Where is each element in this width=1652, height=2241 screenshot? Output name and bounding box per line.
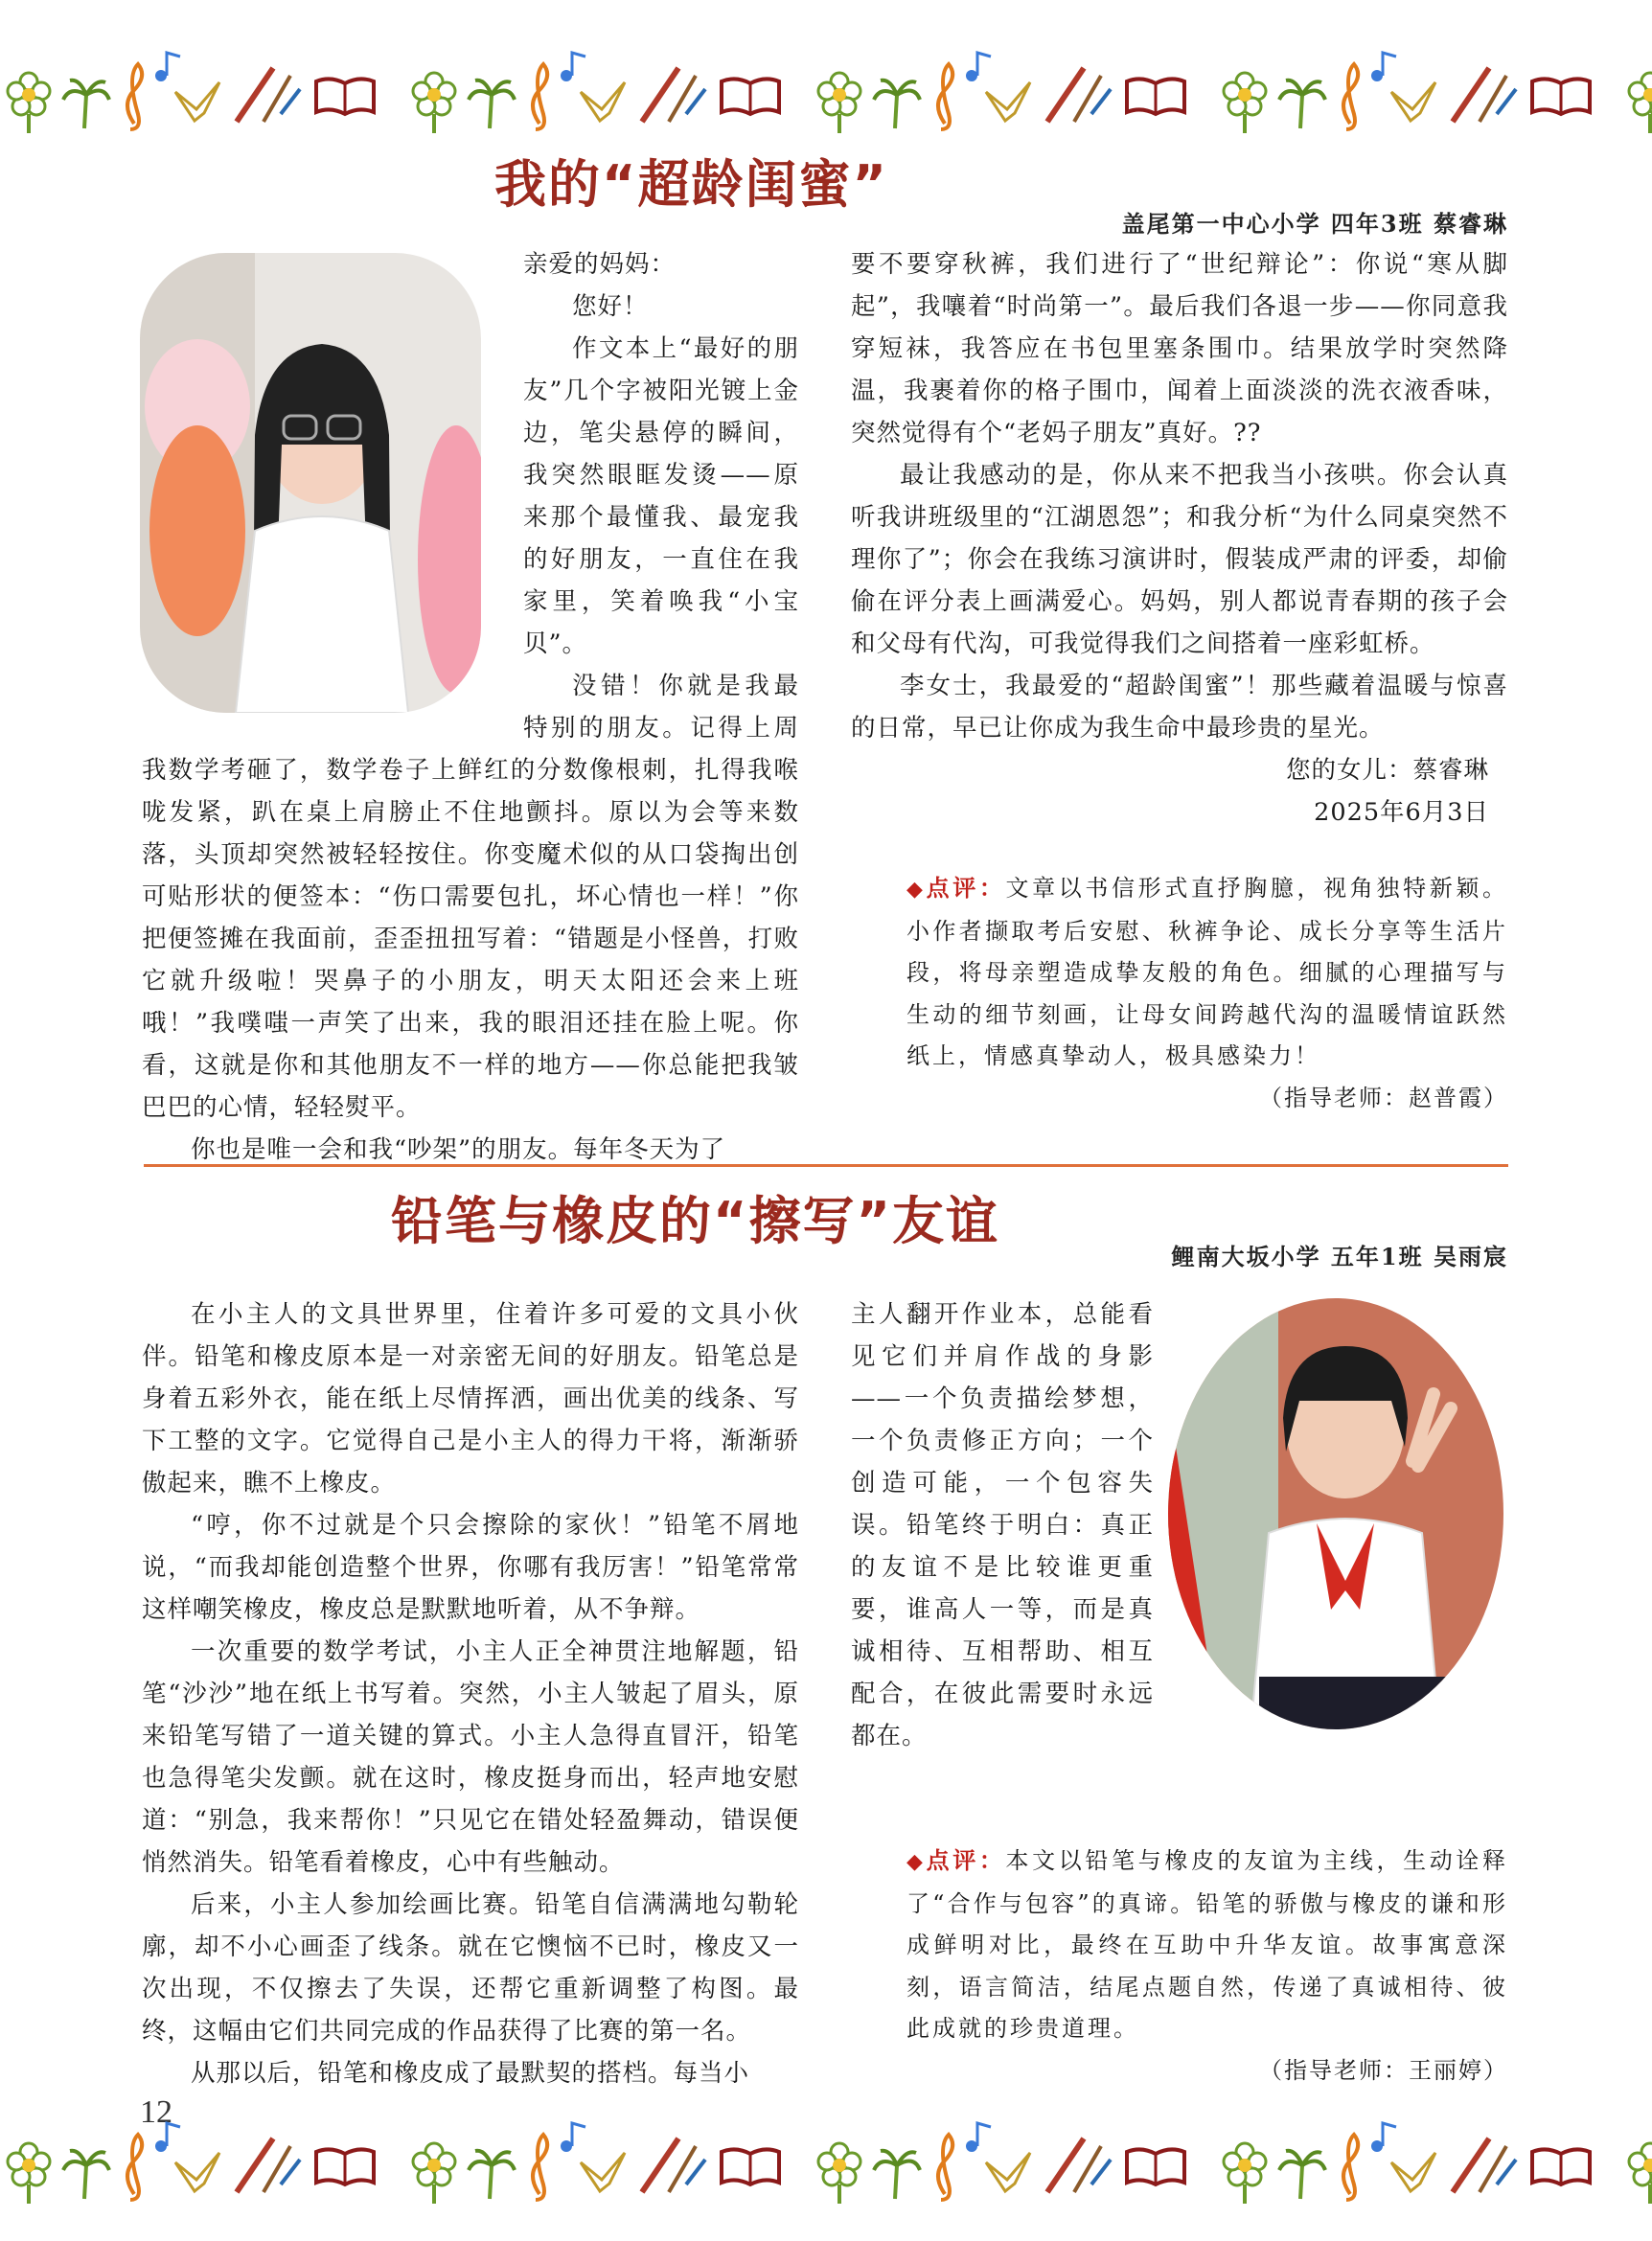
- article1-title: 我的“超龄闺蜜”: [494, 154, 888, 215]
- comment-text: 本文以铅笔与橡皮的友谊为主线，生动诠释了“合作与包容”的真谛。铅笔的骄傲与橡皮的谦和形成鲜明对比，最终在互助中升华友谊。故事寓意深刻，语言简洁，结尾点题自然，传递了真诚相待、彼此成就的珍贵道理。: [906, 1847, 1509, 2042]
- article1-left-column: [142, 243, 799, 1164]
- article1-comment: [906, 867, 1508, 1119]
- section-divider: [144, 1164, 1508, 1167]
- paragraph: 后来，小主人参加绘画比赛。铅笔自信满满地勾勒轮廓，却不小心画歪了线条。就在它懊恼不已时，橡皮又一次出现，不仅擦去了失误，还帮它重新调整了构图。最终，这幅由它们共同完成的作品获得了比赛的第一名。: [142, 1890, 799, 2046]
- paragraph: 你也是唯一会和我“吵架”的朋友。每年冬天为了: [191, 1135, 726, 1164]
- article2-comment: [906, 1840, 1508, 2092]
- page-number: 12: [140, 2094, 172, 2130]
- diamond-icon: ◆: [906, 1850, 927, 1874]
- paragraph: 作文本上“最好的朋友”几个字被阳光镀上金边，笔尖悬停的瞬间，我突然眼眶发烫——原来那个最懂我、最宠我的好朋友，一直住在我家里，笑着唤我“小宝贝”。: [523, 334, 799, 658]
- paragraph: 没错！你就是我最特别的朋友。记得上周我数学考砸了，数学卷子上鲜红的分数像根刺，扎得我喉咙发紧，趴在桌上肩膀止不住地颤抖。原以为会等来数落，头顶却突然被轻轻按住。你变魔术似的从口袋掏出创可贴形状的便签本：“伤口需要包扎，坏心情也一样！”你把便签摊在我面前，歪歪扭扭写着：“错题是小怪兽，打败它就升级啦！哭鼻子的小朋友，明天太阳还会来上班哦！”我噗嗤一声笑了出来，我的眼泪还挂在脸上呢。你看，这就是你和其他朋友不一样的地方——你总能把我皱巴巴的心情，轻轻熨平。: [142, 672, 799, 1122]
- paragraph: “哼，你不过就是个只会擦除的家伙！”铅笔不屑地说，“而我却能创造整个世界，你哪有我厉害！”铅笔常常这样嘲笑橡皮，橡皮总是默默地听着，从不争辩。: [142, 1511, 799, 1624]
- diamond-icon: ◆: [906, 878, 927, 902]
- paragraph: 主人翻开作业本，总能看见它们并肩作战的身影——一个负责描绘梦想，一个负责修正方向；一个创造可能，一个包容失误。铅笔终于明白：真正的友谊不是比较谁更重要，谁高人一等，而是真诚相待、互相帮助、相互配合，在彼此需要时永远都在。: [851, 1300, 1154, 1750]
- paragraph: 在小主人的文具世界里，住着许多可爱的文具小伙伴。铅笔和橡皮原本是一对亲密无间的好朋友。铅笔总是身着五彩外衣，能在纸上尽情挥洒，画出优美的线条、写下工整的文字。它觉得自己是小主人的得力干将，渐渐骄傲起来，瞧不上橡皮。: [142, 1300, 799, 1498]
- paragraph: 最让我感动的是，你从来不把我当小孩哄。你会认真听我讲班级里的“江湖恩怨”；和我分析“为什么同桌突然不理你了”；你会在我练习演讲时，假装成严肃的评委，却偷偷在评分表上画满爱心。妈妈，别人都说青春期的孩子会和父母有代沟，可我觉得我们之间搭着一座彩虹桥。: [851, 461, 1508, 658]
- article1-byline: 盖尾第一中心小学 四年3班 蔡睿琳: [1121, 210, 1508, 238]
- paragraph: 要不要穿秋裤，我们进行了“世纪辩论”：你说“寒从脚起”，我嚷着“时尚第一”。最后我们各退一步——你同意我穿短袜，我答应在书包里塞条围巾。结果放学时突然降温，我裹着你的格子围巾，闻着上面淡淡的洗衣液香味，突然觉得有个“老妈子朋友”真好。??: [851, 250, 1508, 447]
- paragraph: 李女士，我最爱的“超龄闺蜜”！那些藏着温暖与惊喜的日常，早已让你成为我生命中最珍贵的星光。: [851, 672, 1508, 743]
- article2-byline: 鲤南大坂小学 五年1班 吴雨宸: [1171, 1243, 1508, 1270]
- salutation: 亲爱的妈妈：: [523, 250, 677, 279]
- comment-text: 文章以书信形式直抒胸臆，视角独特新颖。小作者撷取考后安慰、秋裤争论、成长分享等生活片段，将母亲塑造成挚友般的角色。细腻的心理描写与生动的细节刻画，让母女间跨越代沟的温暖情谊跃然纸上，情感真挚动人，极具感染力！: [906, 875, 1509, 1069]
- teacher-credit: （指导老师：赵普霞）: [1259, 1084, 1508, 1111]
- comment-label: 点评：: [926, 874, 1006, 902]
- article2-left-column: [142, 1293, 799, 2089]
- boy-portrait-photo: [1154, 1293, 1508, 1744]
- greeting: 您好！: [572, 292, 649, 321]
- teacher-credit: （指导老师：王丽婷）: [1259, 2056, 1508, 2084]
- article1-right-column: [851, 243, 1508, 834]
- letter-date: 2025年6月3日: [1314, 798, 1489, 827]
- article2-right-column: [851, 1293, 1508, 1757]
- signature: 您的女儿：蔡睿琳: [1285, 756, 1489, 785]
- girl-portrait-photo: [140, 243, 516, 722]
- decorative-border-top: [0, 42, 1652, 148]
- comment-label: 点评：: [926, 1846, 1006, 1874]
- decorative-border-bottom: [0, 2113, 1652, 2218]
- paragraph: 一次重要的数学考试，小主人正全神贯注地解题，铅笔“沙沙”地在纸上书写着。突然，小主人皱起了眉头，原来铅笔写错了一道关键的算式。小主人急得直冒汗，铅笔也急得笔尖发颤。就在这时，橡皮挺身而出，轻声地安慰道：“别急，我来帮你！”只见它在错处轻盈舞动，错误便悄然消失。铅笔看着橡皮，心中有些触动。: [142, 1637, 799, 1877]
- article2-title: 铅笔与橡皮的“擦写”友谊: [391, 1191, 999, 1251]
- paragraph: 从那以后，铅笔和橡皮成了最默契的搭档。每当小: [191, 2059, 750, 2088]
